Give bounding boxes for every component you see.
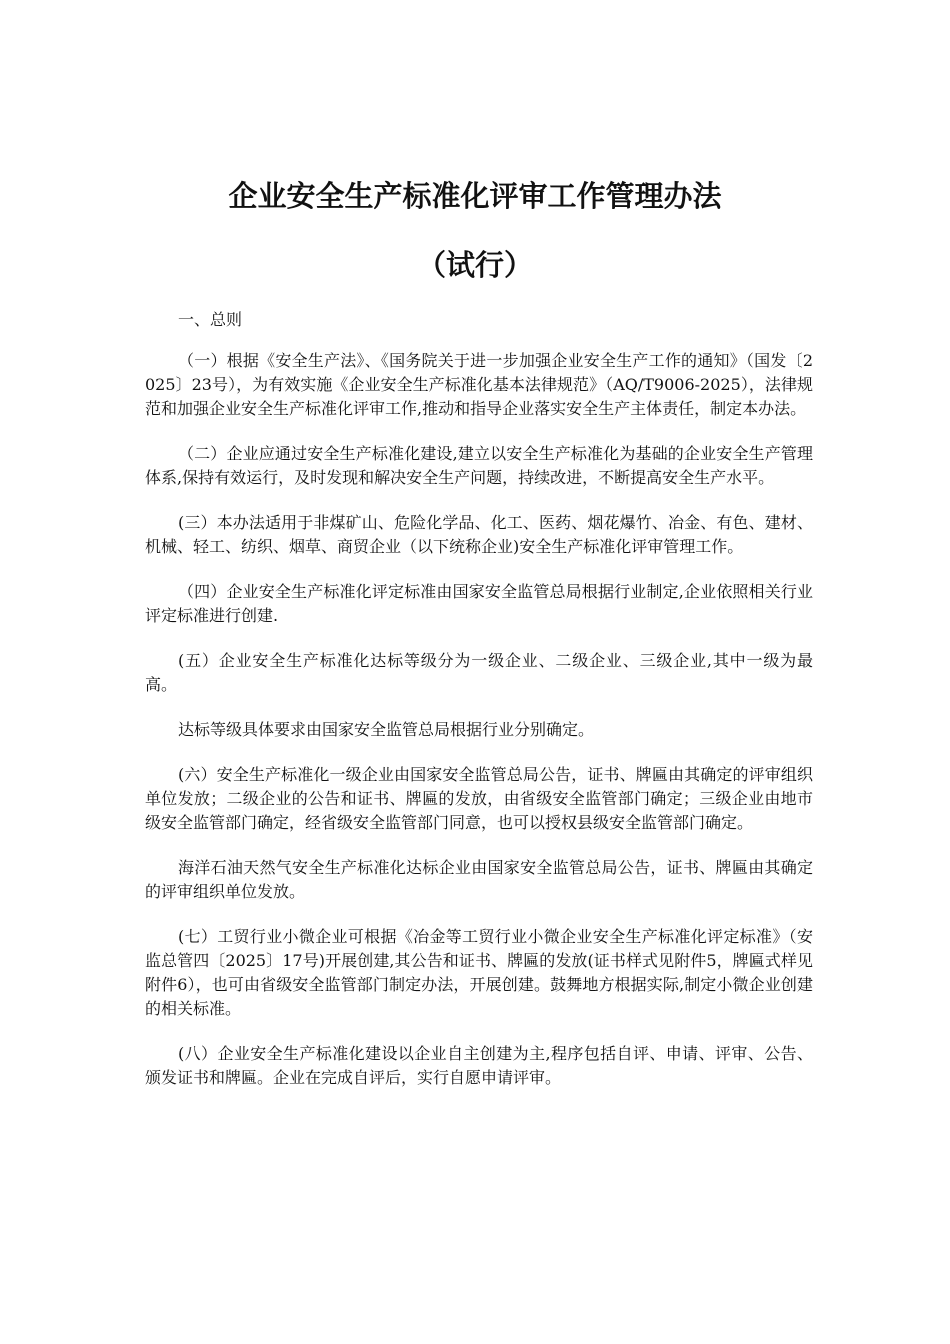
- paragraph-1: （一）根据《安全生产法》、《国务院关于进一步加强企业安全生产工作的通知》（国发〔2025〕23号），为有效实施《企业安全生产标准化基本法律规范》（AQ/T9006-2025），法律规范和加强企业安全生产标准化评审工作,推动和指导企业落实安全生产主体责任，制定本办法。: [145, 351, 813, 418]
- paragraph-9: (七）工贸行业小微企业可根据《冶金等工贸行业小微企业安全生产标准化评定标准》（安监总管四〔2025〕17号)开展创建,其公告和证书、牌匾的发放(证书样式见附件5，牌匾式样见附件6），也可由省级安全监管部门制定办法，开展创建。鼓舞地方根据实际,制定小微企业创建的相关标准。: [145, 927, 813, 1018]
- paragraph-3: (三）本办法适用于非煤矿山、危险化学品、化工、医药、烟花爆竹、冶金、有色、建材、机械、轻工、纺织、烟草、商贸企业（以下统称企业)安全生产标准化评审管理工作。: [145, 513, 813, 556]
- paragraph-5: (五）企业安全生产标准化达标等级分为一级企业、二级企业、三级企业,其中一级为最高。: [145, 651, 813, 694]
- document-title: 企业安全生产标准化评审工作管理办法: [228, 179, 722, 213]
- paragraph-6: 达标等级具体要求由国家安全监管总局根据行业分别确定。: [178, 720, 595, 739]
- paragraph-4: （四）企业安全生产标准化评定标准由国家安全监管总局根据行业制定,企业依照相关行业评定标准进行创建.: [145, 582, 813, 625]
- document-body: [145, 349, 813, 1111]
- paragraph-7: (六）安全生产标准化一级企业由国家安全监管总局公告，证书、牌匾由其确定的评审组织单位发放；二级企业的公告和证书、牌匾的发放，由省级安全监管部门确定；三级企业由地市级安全监管部门确定，经省级安全监管部门同意，也可以授权县级安全监管部门确定。: [145, 765, 813, 832]
- section-heading: 一、总则: [178, 310, 243, 329]
- paragraph-10: (八）企业安全生产标准化建设以企业自主创建为主,程序包括自评、申请、评审、公告、颁发证书和牌匾。企业在完成自评后，实行自愿申请评审。: [145, 1044, 813, 1087]
- document-subtitle: （试行）: [416, 248, 533, 282]
- paragraph-8: 海洋石油天然气安全生产标准化达标企业由国家安全监管总局公告，证书、牌匾由其确定的评审组织单位发放。: [145, 858, 813, 901]
- paragraph-2: （二）企业应通过安全生产标准化建设,建立以安全生产标准化为基础的企业安全生产管理体系,保持有效运行，及时发现和解决安全生产问题，持续改进，不断提高安全生产水平。: [145, 444, 813, 487]
